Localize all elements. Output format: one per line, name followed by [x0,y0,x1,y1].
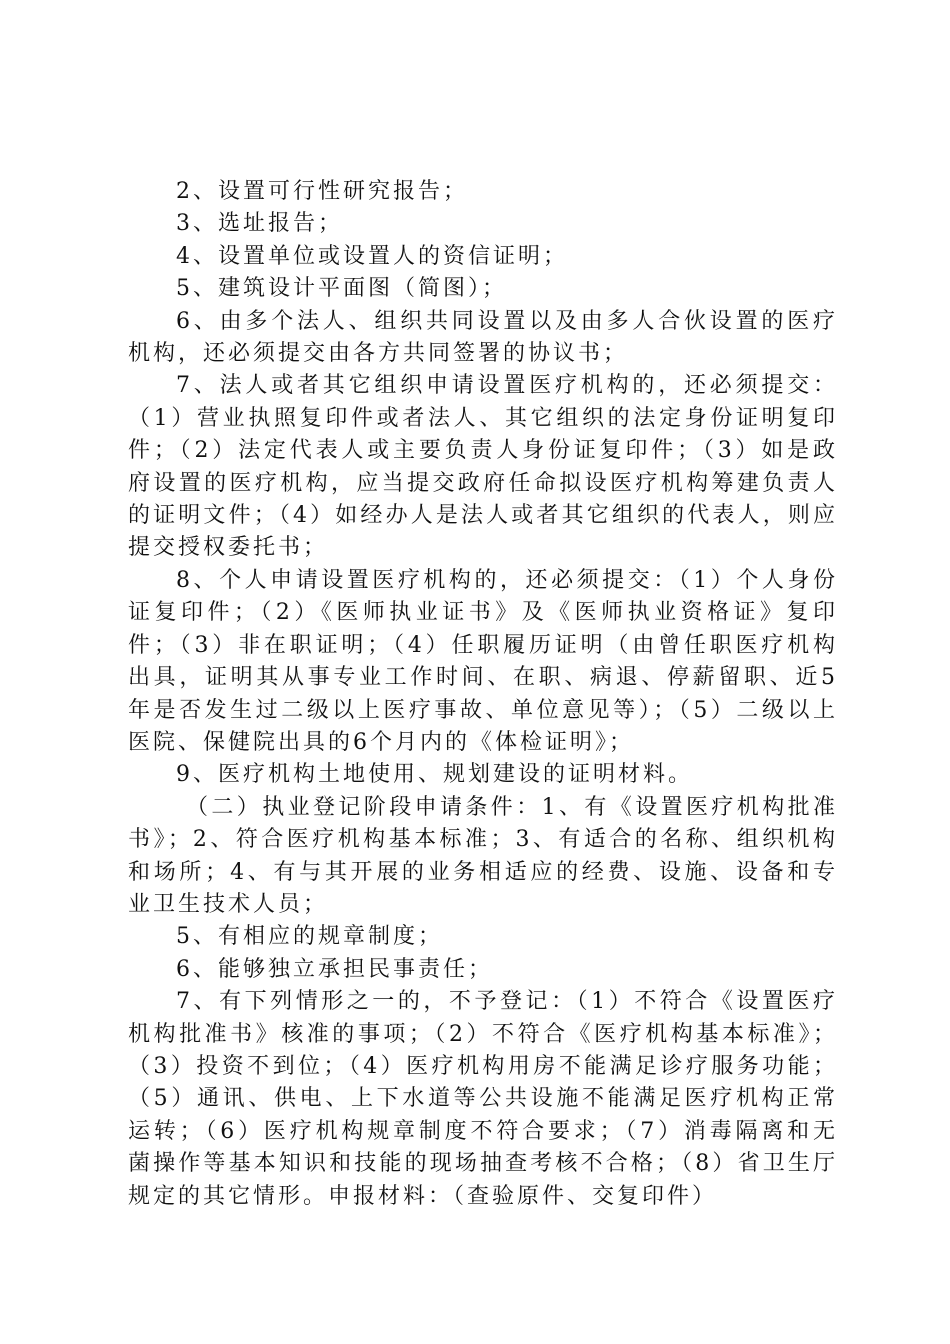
paragraph-registration-conditions: （二）执业登记阶段申请条件：1、有《设置医疗机构批准书》；2、符合医疗机构基本标准；3、有适合的名称、组织机构和场所；4、有与其开展的业务相适应的经费、设施、设备和专业卫生技术人员； [128,794,838,917]
paragraph-registration-item-6: 6、能够独立承担民事责任； [176,956,493,982]
paragraph-item-5: 5、建筑设计平面图（简图）； [176,276,507,302]
paragraph-item-2: 2、设置可行性研究报告； [176,179,468,204]
paragraph-registration-item-5: 5、有相应的规章制度； [176,924,443,950]
document-body [128,176,838,1213]
paragraph-item-6: 6、由多个法人、组织共同设置以及由多人合伙设置的医疗机构，还必须提交由各方共同签署的协议书； [128,308,838,367]
paragraph-item-7: 7、法人或者其它组织申请设置医疗机构的，还必须提交：（1）营业执照复印件或者法人、其它组织的法定身份证明复印件；（2）法定代表人或主要负责人身份证复印件；（3）如是政府设置的医疗机构，应当提交政府任命拟设医疗机构筹建负责人的证明文件；（4）如经办人是法人或者其它组织的代表人，则应提交授权委托书； [128,373,838,561]
paragraph-item-9: 9、医疗机构土地使用、规划建设的证明材料。 [176,762,693,788]
paragraph-registration-item-7: 7、有下列情形之一的，不予登记：（1）不符合《设置医疗机构批准书》核准的事项；（2）不符合《医疗机构基本标准》；（3）投资不到位；（4）医疗机构用房不能满足诊疗服务功能；（5）通讯、供电、上下水道等公共设施不能满足医疗机构正常运转；（6）医疗机构规章制度不符合要求；（7）消毒隔离和无菌操作等基本知识和技能的现场抽查考核不合格；（8）省卫生厅规定的其它情形。申报材料：（查验原件、交复印件） [128,989,838,1209]
paragraph-item-8: 8、个人申请设置医疗机构的，还必须提交：（1）个人身份证复印件；（2）《医师执业证书》及《医师执业资格证》复印件；（3）非在职证明；（4）任职履历证明（由曾任职医疗机构出具，证明其从事专业工作时间、在职、病退、停薪留职、近5年是否发生过二级以上医疗事故、单位意见等）；（5）二级以上医院、保健院出具的6个月内的《体检证明》； [128,567,838,755]
paragraph-item-4: 4、设置单位或设置人的资信证明； [176,243,568,269]
paragraph-item-3: 3、选址报告； [176,211,343,237]
